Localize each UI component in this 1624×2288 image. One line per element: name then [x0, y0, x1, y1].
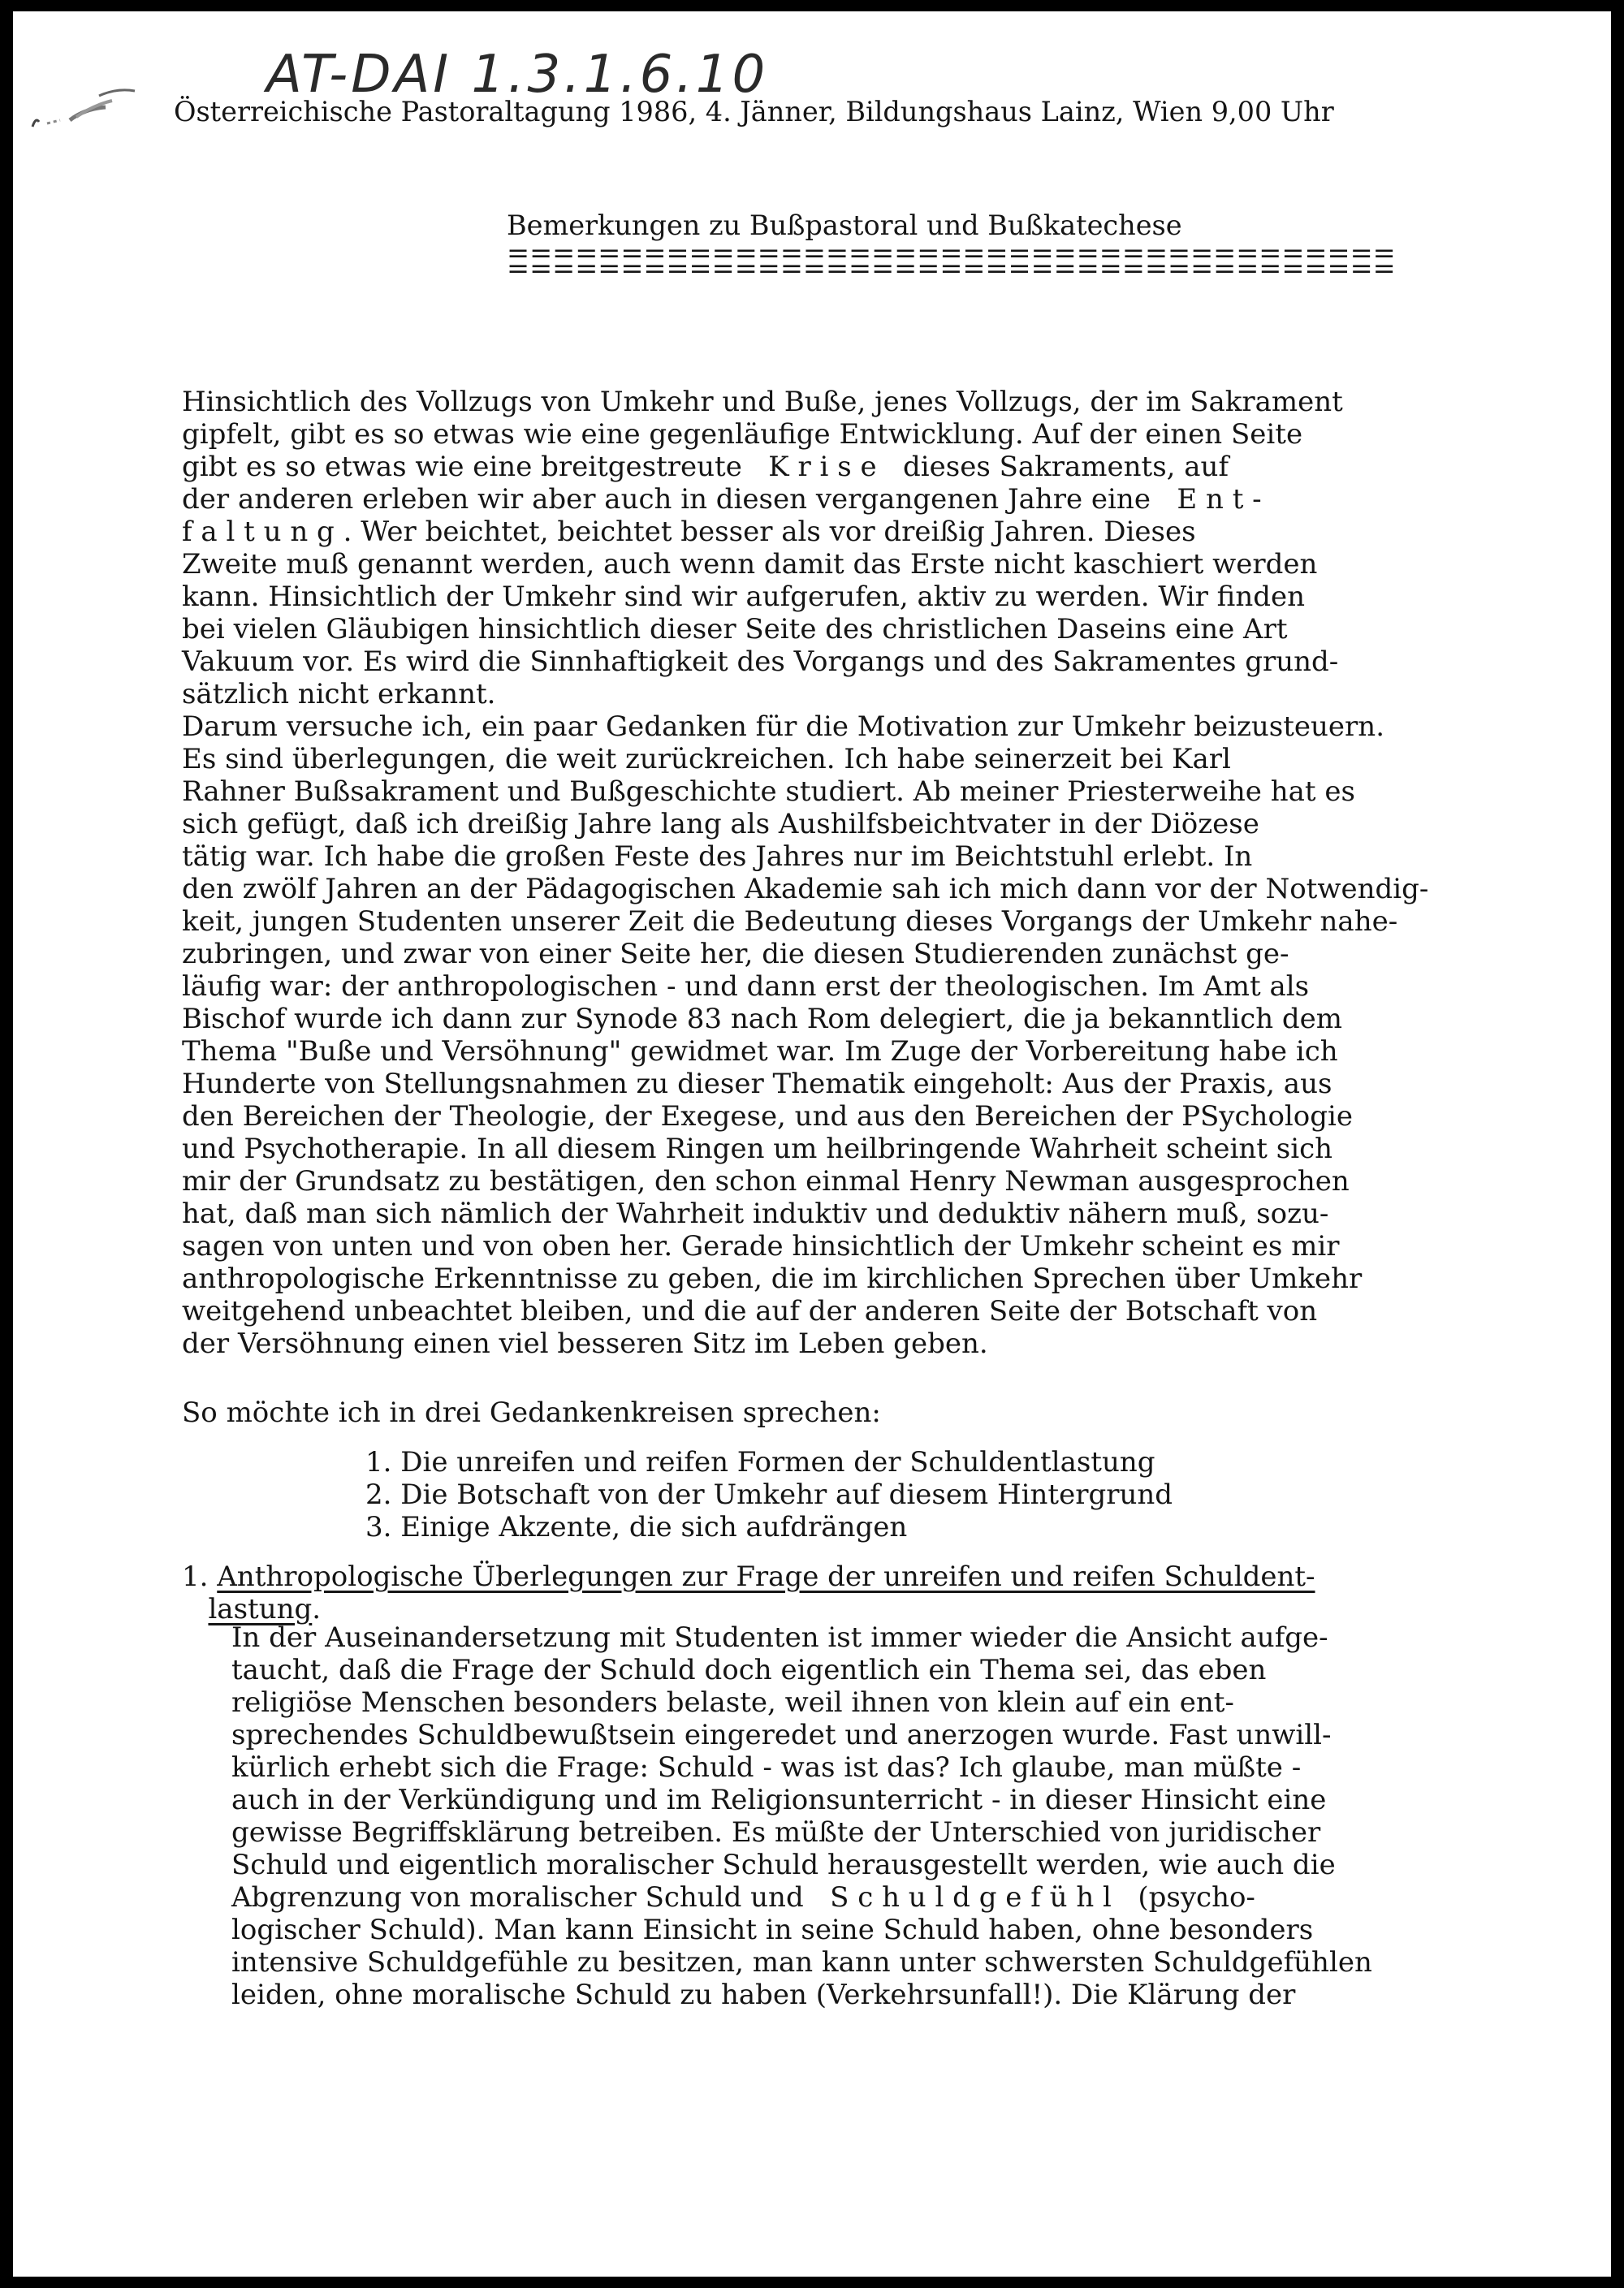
section-1-heading	[182, 1561, 1315, 1625]
section-heading-period: .	[312, 1593, 322, 1625]
document-page	[13, 11, 1611, 2277]
document-title: Bemerkungen zu Bußpastoral und Bußkatechese	[507, 209, 1182, 241]
section-heading-line-1: Anthropologische Überlegungen zur Frage der unreifen und reifen Schuldent-	[217, 1561, 1315, 1593]
section-number: 1.	[182, 1561, 218, 1593]
conference-header-line: Österreichische Pastoraltagung 1986, 4. Jänner, Bildungshaus Lainz, Wien 9,00 Uhr	[174, 96, 1334, 127]
outline-topic-list: 1. Die unreifen und reifen Formen der Schuldentlastung 2. Die Botschaft von der Umkehr auf diesem Hintergrund 3. Einige Akzente, die sich aufdrängen	[365, 1446, 1173, 1543]
pencil-scribble-mark	[28, 84, 149, 133]
handwritten-archive-reference: AT-DAI 1.3.1.6.10	[266, 45, 769, 105]
outline-lead-sentence: So möchte ich in drei Gedankenkreisen sprechen:	[182, 1397, 881, 1429]
title-double-underline: ======================================= =======================================	[507, 237, 1396, 284]
section-1-body-text: In der Auseinandersetzung mit Studenten ist immer wieder die Ansicht aufge- taucht, daß die Frage der Schuld doch eigentlich ein Thema sei, das eben religiöse Menschen besonders belaste, weil ihnen von klein auf ein ent- sprechendes Schuldbewußtsein eingeredet und anerzogen wurde. Fast unwill- kürlich erhebt sich die Frage: Schuld - was ist das? Ich glaube, man müßte - auch in der Verkündigung und im Religionsunterricht - in dieser Hinsicht eine gewisse Begriffsklärung betreiben. Es müßte der Unterschied von juridischer Schuld und eigentlich moralischer Schuld herausgestellt werden, wie auch die Abgrenzung von moralischer Schuld und S c h u l d g e f ü h l (psycho- logischer Schuld). Man kann Einsicht in seine Schuld haben, ohne besonders intensive Schuldgefühle zu besitzen, man kann unter schwersten Schuldgefühlen leiden, ohne moralische Schuld zu haben (Verkehrsunfall!). Die Klärung der	[231, 1621, 1372, 2011]
section-heading-line-2: lastung	[208, 1593, 313, 1625]
introduction-text: Hinsichtlich des Vollzugs von Umkehr und Buße, jenes Vollzugs, der im Sakrament gipfelt, gibt es so etwas wie eine gegenläufige Entwicklung. Auf der einen Seite gibt es so etwas wie eine breitgestreute K r i s e dieses Sakraments, auf der anderen erleben wir aber auch in diesen vergangenen Jahre eine E n t - f a l t u n g . Wer beichtet, beichtet besser als vor dreißig Jahren. Dieses Zweite muß genannt werden, auch wenn damit das Erste nicht kaschiert werden kann. Hinsichtlich der Umkehr sind wir aufgerufen, aktiv zu werden. Wir finden bei vielen Gläubigen hinsichtlich dieser Seite des christlichen Daseins eine Art Vakuum vor. Es wird die Sinnhaftigkeit des Vorgangs und des Sakramentes grund- sätzlich nicht erkannt. Darum versuche ich, ein paar Gedanken für die Motivation zur Umkehr beizusteuern. Es sind überlegungen, die weit zurückreichen. Ich habe seinerzeit bei Karl Rahner Bußsakrament und Bußgeschichte studiert. Ab meiner Priesterweihe hat es sich gefügt, daß ich dreißig Jahre lang als Aushilfsbeichtvater in der Diözese tätig war. Ich habe die großen Feste des Jahres nur im Beichtstuhl erlebt. In den zwölf Jahren an der Pädagogischen Akademie sah ich mich dann vor der Notwendig- keit, jungen Studenten unserer Zeit die Bedeutung dieses Vorgangs der Umkehr nahe- zubringen, und zwar von einer Seite her, die diesen Studierenden zunächst ge- läufig war: der anthropologischen - und dann erst der theologischen. Im Amt als Bischof wurde ich dann zur Synode 83 nach Rom delegiert, die ja bekanntlich dem Thema "Buße und Versöhnung" gewidmet war. Im Zuge der Vorbereitung habe ich Hunderte von Stellungsnahmen zu dieser Thematik eingeholt: Aus der Praxis, aus den Bereichen der Theologie, der Exegese, und aus den Bereichen der PSychologie und Psychotherapie. In all diesem Ringen um heilbringende Wahrheit scheint sich mir der Grundsatz zu bestätigen, den schon einmal Henry Newman ausgesprochen hat, daß man sich nämlich der Wahrheit induktiv und deduktiv nähern muß, sozu- sagen von unten und von oben her. Gerade hinsichtlich der Umkehr scheint es mir anthropologische Erkenntnisse zu geben, die im kirchlichen Sprechen über Umkehr weitgehend unbeachtet bleiben, und die auf der anderen Seite der Botschaft von der Versöhnung einen viel besseren Sitz im Leben geben.	[182, 386, 1429, 1360]
